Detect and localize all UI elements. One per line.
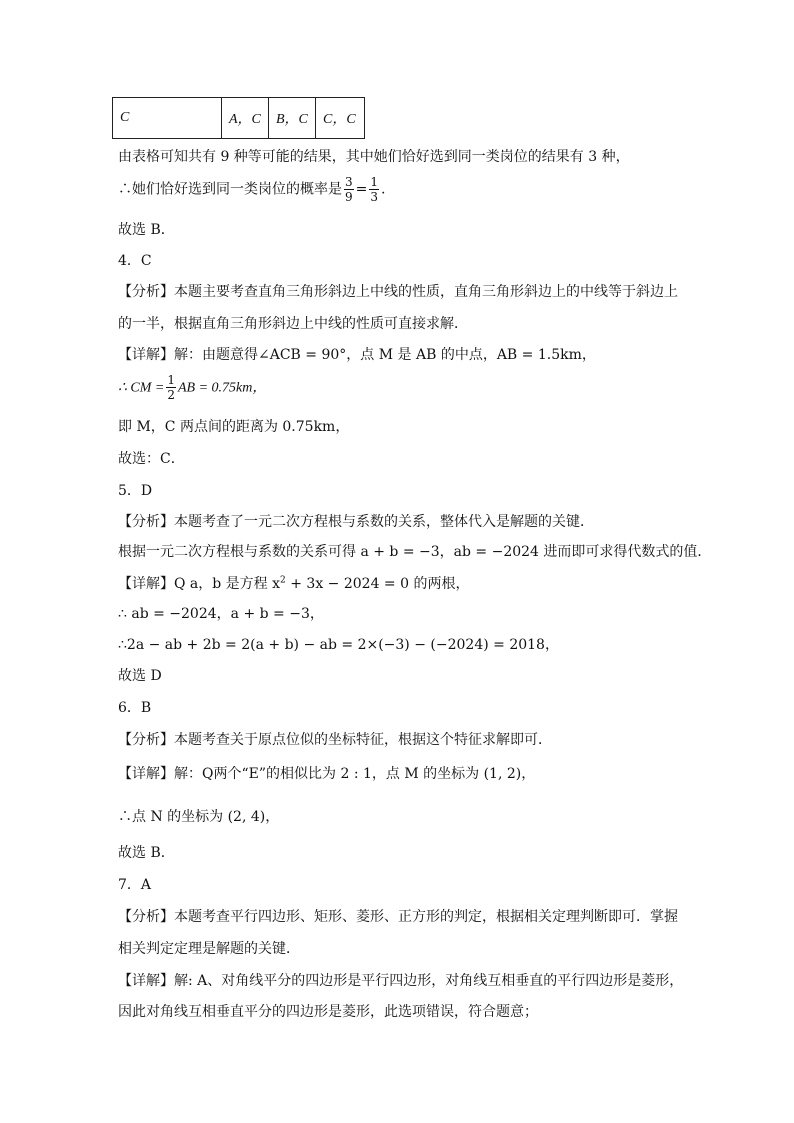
table-cell: C，C — [316, 98, 365, 139]
table-cell: B，C — [269, 98, 316, 139]
q5-choice: 故选 D — [118, 668, 162, 684]
fraction-denominator: 2 — [167, 388, 175, 402]
fraction-numerator: 3 — [345, 175, 353, 189]
q5-analysis-line2: 根据一元二次方程根与系数的关系可得 a + b = −3，ab = −2024 进而即可求得代数式的值． — [118, 544, 712, 560]
q4-heading: 4．C — [118, 253, 152, 269]
q4-detail-line1: 【详解】解：由题意得∠ACB = 90°，点 M 是 AB 的中点，AB = 1.5km， — [118, 347, 596, 363]
table-cell: A，C — [222, 98, 269, 139]
q6-choice: 故选 B． — [118, 845, 175, 861]
q3-choice: 故选 B． — [118, 222, 175, 238]
fraction — [369, 176, 379, 203]
q3-line2 — [118, 176, 385, 203]
q7-detail-line1: 【详解】解: A、对角线平分的四边形是平行四边形，对角线互相垂直的平行四边形是菱形， — [118, 973, 684, 989]
q4-choice: 故选：C． — [118, 451, 185, 467]
q5-detail — [118, 573, 469, 593]
outcome-table — [112, 97, 365, 139]
fraction-denominator: 3 — [370, 190, 379, 204]
period: . — [381, 181, 386, 198]
q4-detail-line2-suffix: AB = 0.75km， — [178, 380, 267, 396]
q4-analysis-line1: 【分析】本题主要考查直角三角形斜边上中线的性质，直角三角形斜边上的中线等于斜边上 — [118, 284, 678, 300]
q5-detail-prefix: 【详解】Q a，b 是方程 x — [118, 576, 281, 592]
q6-analysis: 【分析】本题考查关于原点位似的坐标特征，根据这个特征求解即可． — [118, 732, 552, 748]
q6-line2: ∴点 N 的坐标为 (2, 4)， — [118, 809, 280, 825]
fraction-numerator: 1 — [167, 373, 175, 387]
q4-detail-line2-prefix: ∴ CM = — [118, 380, 165, 396]
q5-analysis-line1: 【分析】本题考查了一元二次方程根与系数的关系，整体代入是解题的关键． — [118, 514, 594, 530]
exponent: 2 — [280, 575, 286, 586]
fraction-denominator: 9 — [345, 190, 353, 204]
q5-detail-suffix: + 3x − 2024 = 0 的两根， — [285, 576, 470, 592]
q4-analysis-line2: 的一半，根据直角三角形斜边上中线的性质可直接求解． — [118, 316, 468, 332]
q4-detail-line2 — [118, 374, 266, 401]
equals-sign: = — [355, 181, 368, 198]
fraction — [344, 176, 354, 203]
fraction-numerator: 1 — [370, 175, 379, 189]
q3-line1: 由表格可知共有 9 种等可能的结果，其中她们恰好选到同一类岗位的结果有 3 种， — [118, 149, 630, 165]
q7-heading: 7．A — [118, 877, 152, 893]
fraction — [166, 374, 176, 401]
q3-line2-prefix: ∴她们恰好选到同一类岗位的概率是 — [118, 181, 342, 198]
table-row — [113, 98, 365, 139]
q7-analysis-line1: 【分析】本题考查平行四边形、矩形、菱形、正方形的判定，根据相关定理判断即可．掌握 — [118, 909, 678, 925]
q7-detail-line2: 因此对角线互相垂直平分的四边形是菱形，此选项错误，符合题意； — [118, 1004, 538, 1020]
q7-analysis-line2: 相关判定定理是解题的关键． — [118, 941, 300, 957]
q5-line3: ∴2a − ab + 2b = 2(a + b) − ab = 2×(−3) − (−2024) = 2018， — [118, 637, 559, 653]
table-cell: C — [113, 98, 222, 139]
q6-detail: 【详解】解：Q两个“E”的相似比为 2 : 1，点 M 的坐标为 (1, 2)， — [118, 766, 536, 782]
q6-heading: 6．B — [118, 700, 152, 716]
q5-line2: ∴ ab = −2024，a + b = −3， — [118, 606, 324, 622]
q4-detail-line3: 即 M，C 两点间的距离为 0.75km， — [118, 419, 350, 435]
q5-heading: 5．D — [118, 483, 153, 499]
